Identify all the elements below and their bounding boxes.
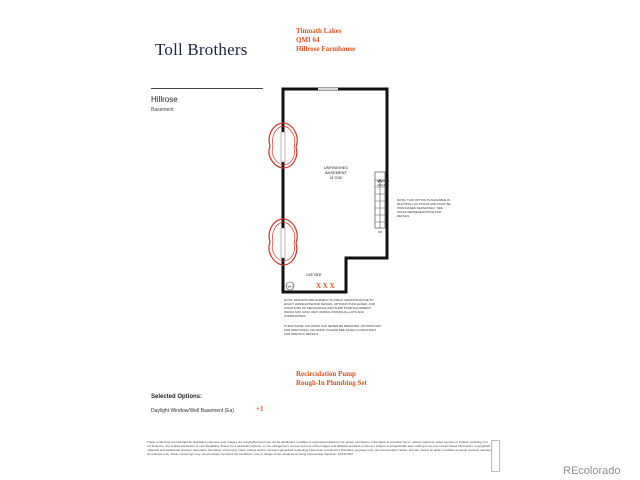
side-note: NOTE: THIS OPTION IS AVAILABLE IN MULTIPLE LOCATIONS AND MUST BE PURCHASED SEPARATELY. SEE SALES REPRESENTATIVE FOR DETAILS. [397,198,451,218]
home-model: Hillrose Farmhouse [296,45,356,53]
disclaimer-text: These renderings are intended for illustrative purposes only. Images are copyrighted and may not be distributed, modified or reproduced without prior written permission. Information is provided "as is", without warranty, either express or implied, including, but not limited to, the implied warranties of merchantability, fitness for a particular purpose, or non-infringement. Access and use of the images and affiliated products or lists are subject to all applicable laws relating to the use of web-based information, copyrighted materials and intellectual property. Site plans, floorplans, community maps, photos and/or computer-generated renderings have been provided for illustrative purposes only, are conceptual in nature, and are merely an artist's rendition of actual products intended for example only. These renderings may not accurately represent the conditions, size or design of the actual items being represented. Revision: 12/13/2023 [147,440,492,456]
symbol-label: WH [287,284,293,289]
selected-options-title: Selected Options: [151,394,203,400]
selected-option-item: Daylight Window/Well Basement (Ea) [151,408,234,414]
toll-brothers-logo: Toll Brothers [155,40,248,59]
stair-label-2: CEILING [377,183,390,187]
plan-level: Basement [151,107,174,113]
option-recirculation-pump: Recirculation Pump [296,370,356,378]
room-dims: 41'X26' [329,175,343,180]
x-marks: X X X [316,282,335,290]
community-name: Timnath Lakes [296,27,342,35]
bottom-note-2: STRUCTURAL COLUMNS CAN NEVER BE REMOVED. OPTIONS MAY ADD ADDITIONAL COLUMNS. PLEASE SEE SALES CONSULTANT FOR SPECIFIC DETAILS. [284,324,382,336]
recolorado-watermark: REcolorado [563,465,621,477]
exterior-walls [283,89,387,292]
alcove-dims: 14'8"X8'8" [306,273,322,277]
plan-name: Hillrose [151,95,178,104]
room-label-2: BASEMENT [324,170,348,175]
lot-number: QMI 64 [296,36,320,44]
handwritten-options [296,370,367,388]
plus-one-mark: +1 [256,405,264,413]
option-rough-in-plumbing: Rough-In Plumbing Set [296,379,367,387]
room-label-1: UNFINISHED [323,165,349,170]
up-label: UP [378,230,383,234]
bottom-note-1: NOTE: DESIGNS ARE SUBJECT TO FIELD VARIATIONS DUE TO EXACT HOME EXTERIOR DESIGN, OPTIONS PURCHASED, AND LOCATIONS OF MECHANICAL AND SUMP PUMP EQUIPMENT, WHICH MAY ALSO VARY AMONG INDIVIDUAL LOTS AND COMMUNITIES. [284,298,375,318]
stair-label-1: SLOPED [377,179,390,183]
equal-housing-seal [491,440,500,472]
